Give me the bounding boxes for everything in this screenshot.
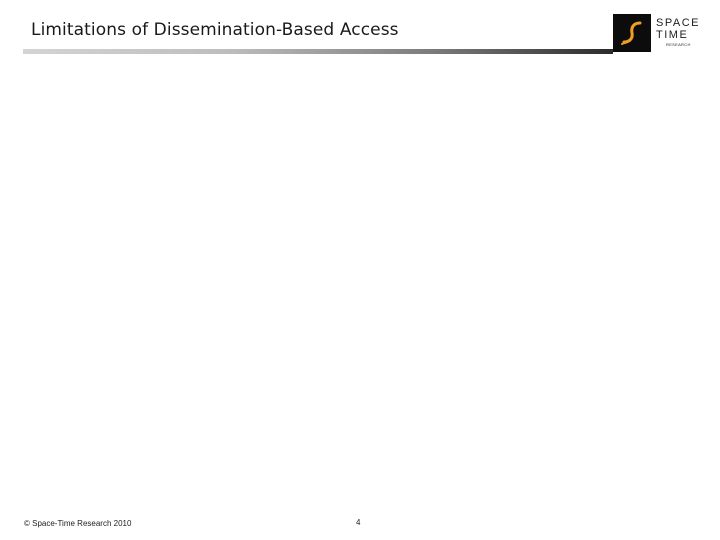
logo-mark-icon bbox=[613, 14, 651, 52]
title-divider bbox=[23, 49, 613, 54]
logo-word-research: RESEARCH bbox=[666, 42, 691, 47]
page-number: 4 bbox=[356, 518, 361, 527]
logo-word-time: TIME bbox=[656, 29, 689, 41]
slide-title: Limitations of Dissemination-Based Access bbox=[31, 20, 399, 40]
logo-word-space: SPACE bbox=[656, 17, 700, 29]
logo-wordmark bbox=[656, 17, 700, 48]
footer-copyright: © Space-Time Research 2010 bbox=[24, 519, 132, 528]
